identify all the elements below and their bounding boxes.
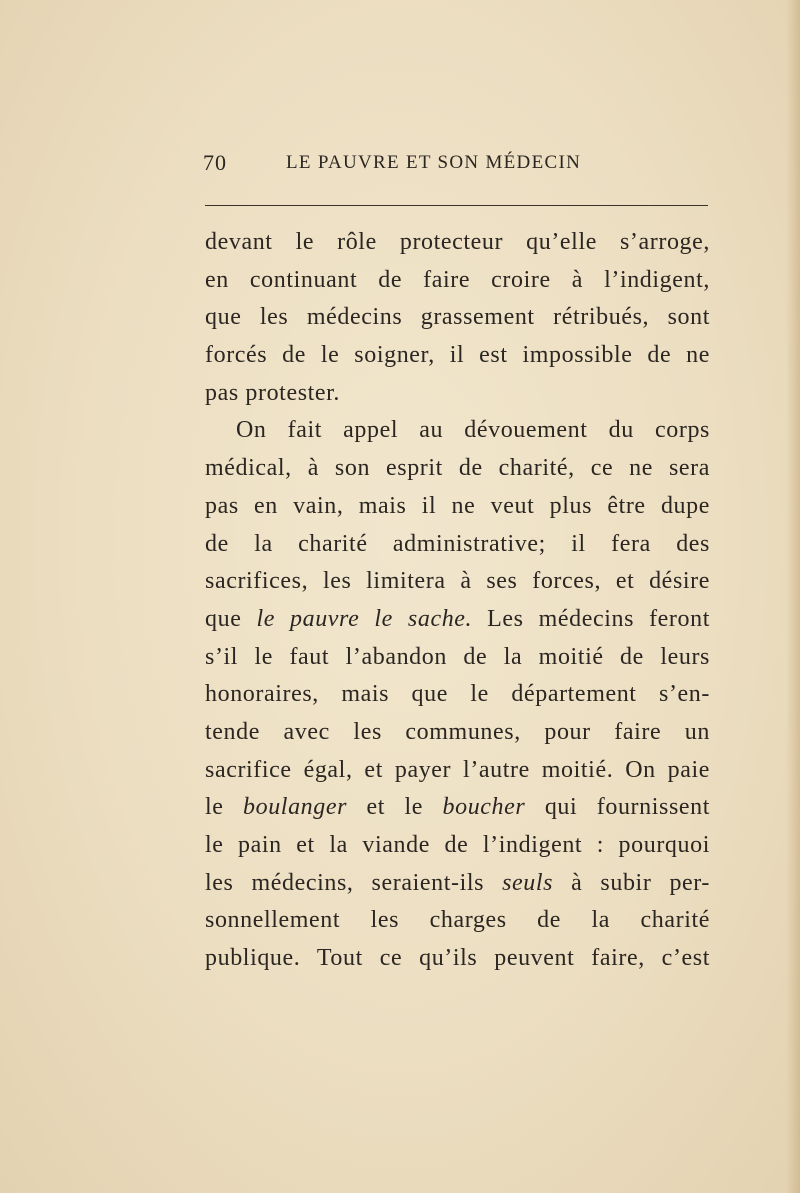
text-line: médical, à son esprit de charité, ce ne sera bbox=[205, 455, 710, 482]
running-title: LE PAUVRE ET SON MÉDECIN bbox=[286, 152, 582, 173]
text-line: que le pauvre le sache. Les médecins feront bbox=[205, 605, 710, 632]
running-header bbox=[203, 150, 708, 180]
text-line: s’il le faut l’abandon de la moitié de leurs bbox=[205, 643, 710, 670]
header-rule bbox=[205, 205, 708, 206]
text-line: sacrifices, les limitera à ses forces, et désire bbox=[205, 568, 710, 595]
text-line: que les médecins grassement rétribués, sont bbox=[205, 304, 710, 331]
text-line: forcés de le soigner, il est impossible de ne bbox=[205, 342, 710, 369]
page-number: 70 bbox=[203, 150, 227, 175]
text-line: On fait appel au dévouement du corps bbox=[236, 417, 710, 444]
text-line: publique. Tout ce qu’ils peuvent faire, c’est bbox=[205, 945, 710, 972]
text-line: sonnellement les charges de la charité bbox=[205, 907, 710, 934]
italic-word: boucher bbox=[442, 794, 526, 821]
text-line: tende avec les communes, pour faire un bbox=[205, 718, 710, 745]
text-line: pas en vain, mais il ne veut plus être dupe bbox=[205, 492, 710, 519]
text-line: sacrifice égal, et payer l’autre moitié. On paie bbox=[205, 756, 710, 783]
text-line: honoraires, mais que le département s’en- bbox=[205, 681, 710, 708]
text-line: en continuant de faire croire à l’indigent, bbox=[205, 266, 710, 293]
text-line: pas protester. bbox=[205, 379, 341, 406]
text-line: de la charité administrative; il fera des bbox=[205, 530, 710, 557]
italic-word: boulanger bbox=[243, 794, 348, 821]
italic-phrase: le pauvre le sache. bbox=[256, 605, 473, 632]
page-edge-shadow bbox=[786, 0, 800, 1193]
text-line: les médecins, seraient-ils seuls à subir per- bbox=[205, 869, 710, 896]
text-line: devant le rôle protecteur qu’elle s’arroge, bbox=[205, 229, 710, 255]
text-line: le pain et la viande de l’indigent : pourquoi bbox=[205, 832, 710, 858]
italic-word: seuls bbox=[502, 869, 554, 896]
text-line: le boulanger et le boucher qui fournissent bbox=[205, 794, 711, 821]
body-text bbox=[205, 224, 710, 978]
